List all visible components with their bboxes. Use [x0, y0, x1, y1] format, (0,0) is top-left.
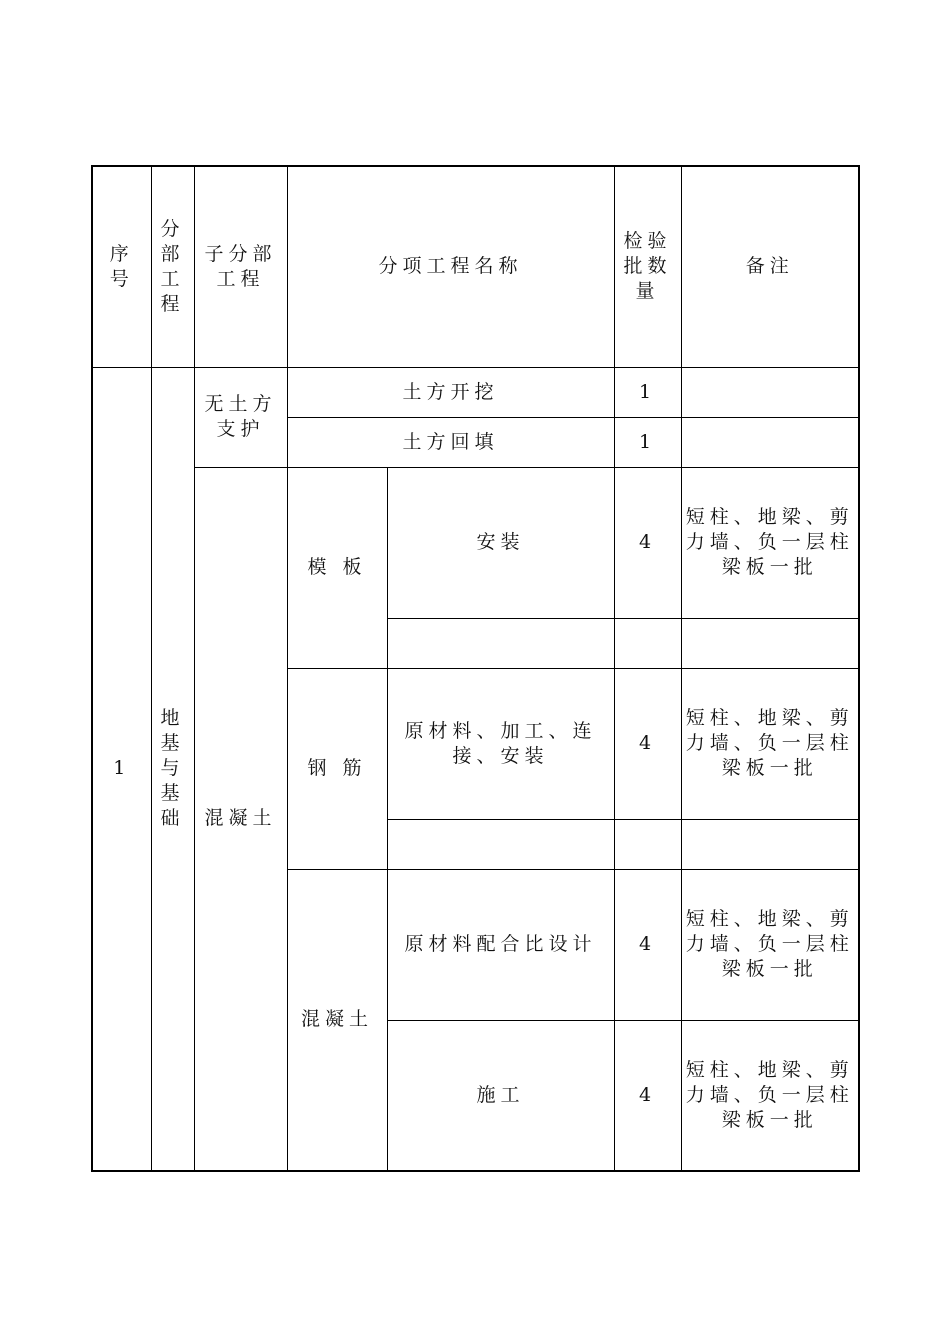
subdivision-cell: 无土方支护 [194, 367, 287, 467]
category-cell: 混凝土 [287, 869, 387, 1171]
header-seq: 序 号 [92, 166, 151, 367]
item-cell [387, 819, 614, 869]
header-subdivision: 子分部工程 [194, 166, 287, 367]
count-cell: 1 [614, 367, 681, 417]
item-cell: 原材料配合比设计 [387, 869, 614, 1020]
remark-cell: 短柱、地梁、剪力墙、负一层柱梁板一批 [681, 869, 859, 1020]
item-cell: 原材料、加工、连接、安装 [387, 668, 614, 819]
header-row [92, 166, 859, 367]
header-division: 分 部 工 程 [151, 166, 194, 367]
category-cell: 模 板 [287, 467, 387, 668]
item-cell: 安装 [387, 467, 614, 618]
count-cell: 4 [614, 467, 681, 618]
remark-cell: 短柱、地梁、剪力墙、负一层柱梁板一批 [681, 1020, 859, 1171]
header-item-name: 分项工程名称 [287, 166, 614, 367]
count-cell [614, 819, 681, 869]
count-cell: 4 [614, 668, 681, 819]
header-batch-count: 检验批数量 [614, 166, 681, 367]
sub-project-table [91, 165, 860, 1172]
category-cell: 钢 筋 [287, 668, 387, 869]
count-cell [614, 618, 681, 668]
remark-cell [681, 367, 859, 417]
table-row [92, 467, 859, 618]
count-cell: 4 [614, 1020, 681, 1171]
table-row [92, 367, 859, 417]
seq-cell: 1 [92, 367, 151, 1171]
item-cell: 土方回填 [287, 417, 614, 467]
header-remarks: 备注 [681, 166, 859, 367]
remark-cell [681, 417, 859, 467]
item-cell: 施工 [387, 1020, 614, 1171]
item-cell: 土方开挖 [287, 367, 614, 417]
count-cell: 4 [614, 869, 681, 1020]
count-cell: 1 [614, 417, 681, 467]
remark-cell: 短柱、地梁、剪力墙、负一层柱梁板一批 [681, 467, 859, 618]
remark-cell: 短柱、地梁、剪力墙、负一层柱梁板一批 [681, 668, 859, 819]
item-cell [387, 618, 614, 668]
remark-cell [681, 819, 859, 869]
subdivision-cell: 混凝土 [194, 467, 287, 1171]
remark-cell [681, 618, 859, 668]
division-cell: 地 基 与 基 础 [151, 367, 194, 1171]
